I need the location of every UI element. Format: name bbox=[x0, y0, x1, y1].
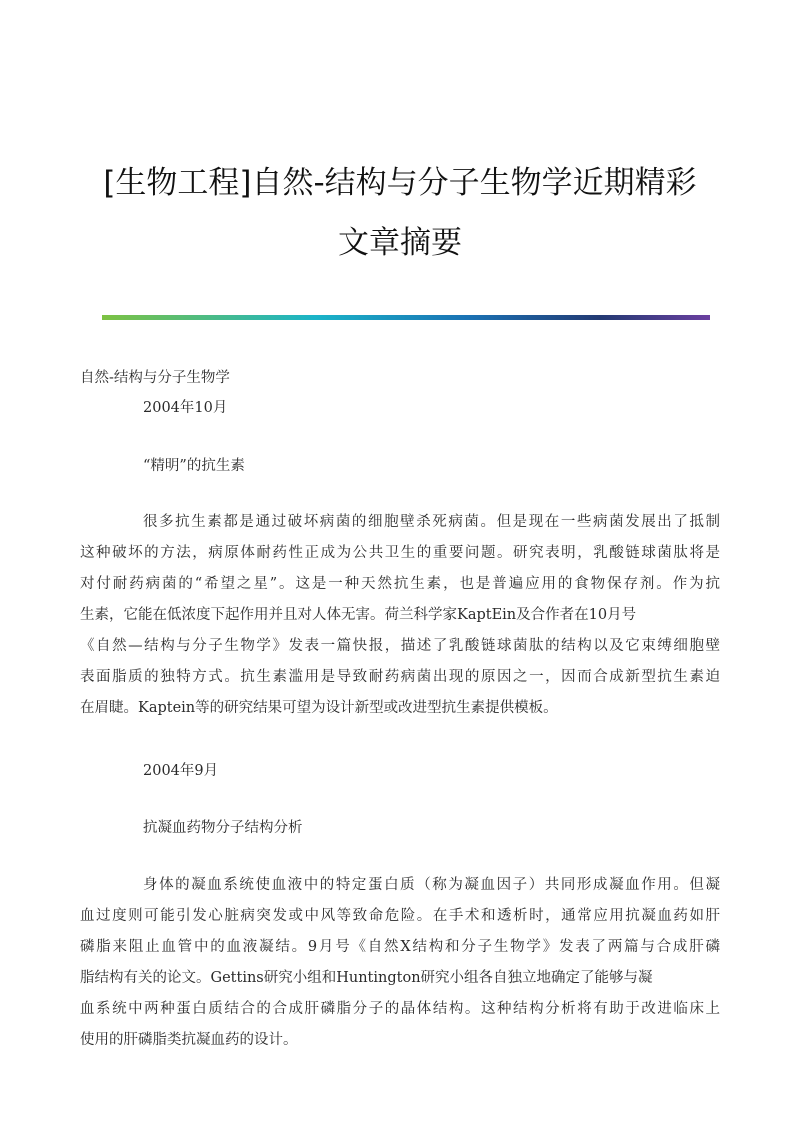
paragraph-line: 血过度则可能引发心脏病突发或中风等致命危险。在手术和透析时，通常应用抗凝血药如肝 bbox=[80, 908, 720, 924]
paragraph-line: 在眉睫。Kaptein等的研究结果可望为设计新型或改进型抗生素提供模板。 bbox=[80, 700, 558, 716]
paragraph-line: 使用的肝磷脂类抗凝血药的设计。 bbox=[80, 1032, 298, 1048]
paragraph-line: 身体的凝血系统使血液中的特定蛋白质（称为凝血因子）共同形成凝血作用。但凝 bbox=[143, 877, 720, 893]
paragraph-line: 很多抗生素都是通过破坏病菌的细胞壁杀死病菌。但是现在一些病菌发展出了抵制 bbox=[143, 514, 720, 530]
paragraph-line: 磷脂来阻止血管中的血液凝结。9月号《自然X结构和分子生物学》发表了两篇与合成肝磷 bbox=[80, 939, 720, 955]
paragraph-line: 生素，它能在低浓度下起作用并且对人体无害。荷兰科学家KaptEin及合作者在10月号 bbox=[80, 607, 637, 623]
section-date: 2004年10月 bbox=[143, 400, 228, 416]
document-title-line-1: [生物工程]自然-结构与分子生物学近期精彩 bbox=[103, 165, 697, 201]
document-title-line-2: 文章摘要 bbox=[338, 225, 462, 261]
paragraph-line: 这种破坏的方法，病原体耐药性正成为公共卫生的重要问题。研究表明，乳酸链球菌肽将是 bbox=[80, 545, 720, 561]
section-date: 2004年9月 bbox=[143, 763, 219, 779]
paragraph-line: 血系统中两种蛋白质结合的合成肝磷脂分子的晶体结构。这种结构分析将有助于改进临床上 bbox=[80, 1001, 720, 1017]
paragraph-line: 《自然—结构与分子生物学》发表一篇快报，描述了乳酸链球菌肽的结构以及它束缚细胞壁 bbox=[80, 638, 720, 654]
section-heading: 抗凝血药物分子结构分析 bbox=[143, 820, 303, 836]
journal-name: 自然-结构与分子生物学 bbox=[80, 370, 230, 386]
paragraph-line: 对付耐药病菌的“希望之星”。这是一种天然抗生素，也是普遍应用的食物保存剂。作为抗 bbox=[80, 576, 720, 592]
paragraph-line: 表面脂质的独特方式。抗生素滥用是导致耐药病菌出现的原因之一，因而合成新型抗生素迫 bbox=[80, 669, 720, 685]
section-heading: “精明”的抗生素 bbox=[143, 458, 245, 474]
gradient-divider bbox=[102, 315, 710, 320]
paragraph-line: 脂结构有关的论文。Gettins研究小组和Huntington研究小组各自独立地确定了能够与凝 bbox=[80, 970, 653, 986]
